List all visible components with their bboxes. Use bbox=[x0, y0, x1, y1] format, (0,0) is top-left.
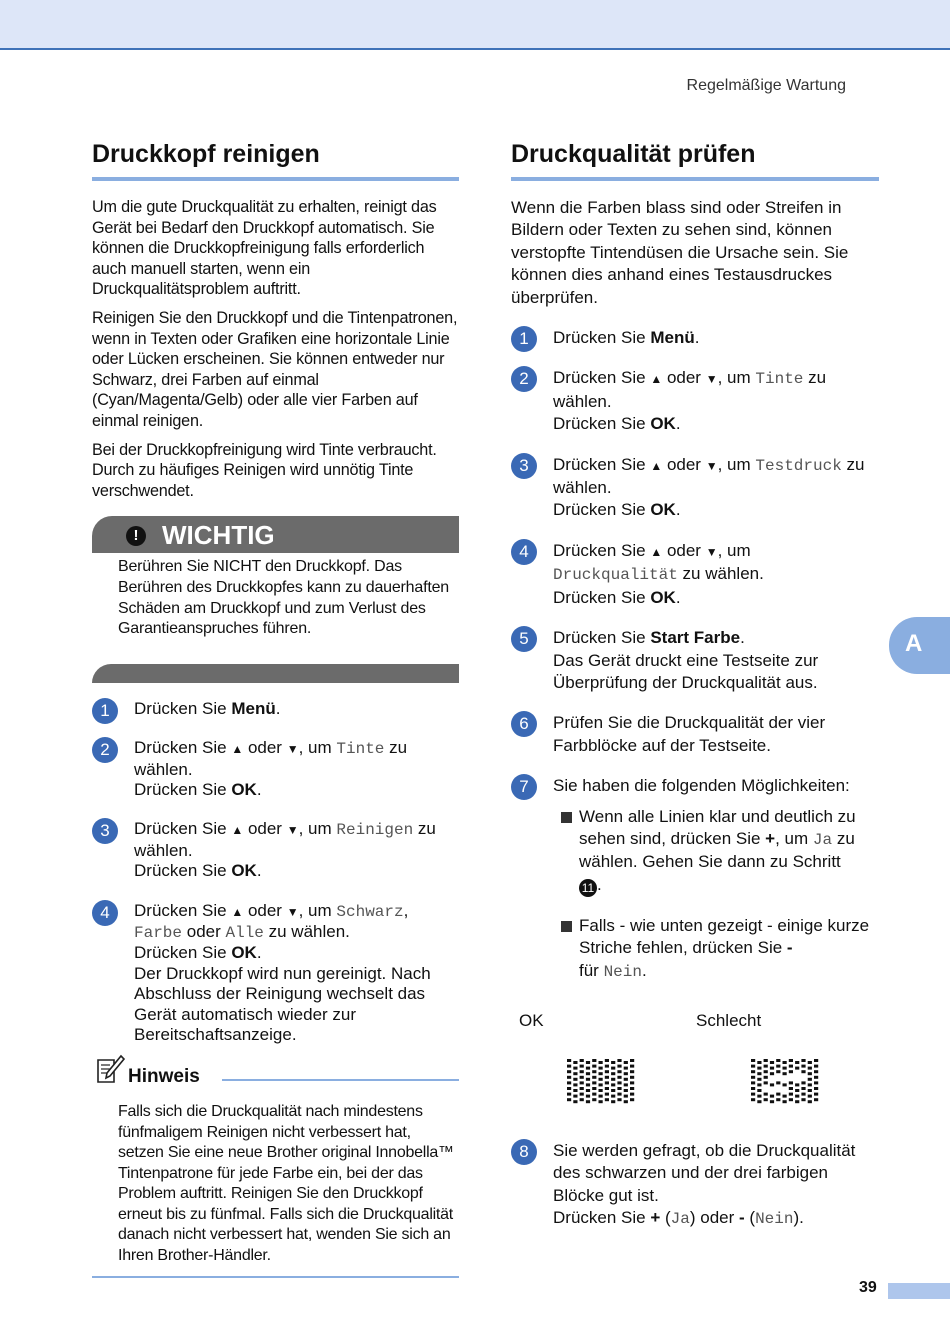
arrow-up-icon: ▲ bbox=[650, 458, 663, 473]
pattern-dash bbox=[770, 1083, 774, 1086]
important-text: Berühren Sie NICHT den Druckkopf. Das Berühren des Druckkopfes kann zu dauerhaften Schäden am Druckkopf und zum Verlust des Garantieanspruches führen. bbox=[118, 558, 449, 638]
step: 3 Drücken Sie ▲ oder ▼, um Reinigen zu wählen. Drücken Sie OK. bbox=[92, 819, 459, 881]
arrow-down-icon: ▼ bbox=[286, 904, 299, 919]
pattern-dash bbox=[783, 1100, 787, 1103]
pattern-dash bbox=[605, 1076, 609, 1079]
pattern-dash bbox=[801, 1070, 805, 1073]
options-list bbox=[553, 806, 879, 983]
lcd-text: Testdruck bbox=[755, 456, 842, 475]
pattern-dash bbox=[751, 1070, 755, 1073]
important-header bbox=[92, 516, 459, 553]
lcd-text: Alle bbox=[225, 923, 264, 942]
pattern-dash bbox=[808, 1089, 812, 1092]
pattern-dash bbox=[592, 1098, 596, 1101]
pattern-dash bbox=[605, 1070, 609, 1073]
pattern-dash bbox=[592, 1087, 596, 1090]
note-rule bbox=[222, 1079, 459, 1081]
pattern-dash bbox=[599, 1078, 603, 1081]
running-header: Regelmäßige Wartung bbox=[686, 77, 846, 94]
pattern-dash bbox=[814, 1065, 818, 1068]
pattern-dash bbox=[757, 1078, 761, 1081]
pattern-dash bbox=[592, 1065, 596, 1068]
step: 2 Drücken Sie ▲ oder ▼, um Tinte zu wählen. Drücken Sie OK. bbox=[511, 367, 879, 435]
step: 1 Drücken Sie Menü. bbox=[92, 699, 459, 719]
step: 2 Drücken Sie ▲ oder ▼, um Tinte zu wählen. Drücken Sie OK. bbox=[92, 738, 459, 800]
pattern-dash bbox=[789, 1087, 793, 1090]
pattern-dash bbox=[770, 1067, 774, 1070]
pattern-dash bbox=[751, 1065, 755, 1068]
pattern-dash bbox=[605, 1059, 609, 1062]
step-number: 6 bbox=[511, 711, 537, 737]
pattern-dash bbox=[580, 1087, 584, 1090]
pattern-dash bbox=[808, 1083, 812, 1086]
pattern-dash bbox=[611, 1100, 615, 1103]
pattern-dash bbox=[801, 1065, 805, 1068]
pattern-dash bbox=[630, 1098, 634, 1101]
key-label: - bbox=[739, 1208, 745, 1228]
arrow-up-icon: ▲ bbox=[231, 904, 244, 919]
pattern-dash bbox=[586, 1100, 590, 1103]
warning-icon: ! bbox=[126, 526, 146, 546]
pattern-dash bbox=[630, 1070, 634, 1073]
pattern-dash bbox=[617, 1087, 621, 1090]
pattern-dash bbox=[757, 1067, 761, 1070]
pattern-dash bbox=[757, 1100, 761, 1103]
step: 4 Drücken Sie ▲ oder ▼, um Schwarz, Farbe oder Alle zu wählen. Drücken Sie OK. Der Druckkopf wird nun gereinigt. Nach Abschluss der Reinigung wechselt das Gerät automatisch wieder zur Bereitschaftsanzeige. bbox=[92, 901, 459, 1046]
pattern-dash bbox=[605, 1087, 609, 1090]
pattern-dash bbox=[751, 1076, 755, 1079]
bad-pattern-image bbox=[749, 1057, 821, 1105]
lcd-text: Ja bbox=[812, 830, 833, 849]
key-label: + bbox=[650, 1208, 661, 1228]
pattern-dash bbox=[808, 1067, 812, 1070]
pattern-dash bbox=[586, 1083, 590, 1086]
pattern-dash bbox=[757, 1095, 761, 1098]
note-pencil-icon bbox=[94, 1054, 126, 1086]
lcd-text: Tinte bbox=[755, 370, 804, 389]
pattern-dash bbox=[580, 1065, 584, 1068]
pattern-dash bbox=[783, 1072, 787, 1075]
step-number: 8 bbox=[511, 1139, 537, 1165]
pattern-dash bbox=[801, 1059, 805, 1062]
pattern-dash bbox=[611, 1072, 615, 1075]
pattern-dash bbox=[599, 1089, 603, 1092]
pattern-dash bbox=[751, 1093, 755, 1096]
lcd-text: Nein bbox=[603, 962, 642, 981]
arrow-down-icon: ▼ bbox=[705, 372, 718, 387]
pattern-dash bbox=[592, 1081, 596, 1084]
pattern-dash bbox=[586, 1089, 590, 1092]
arrow-down-icon: ▼ bbox=[286, 823, 299, 838]
pattern-dash bbox=[586, 1072, 590, 1075]
pattern-dash bbox=[764, 1093, 768, 1096]
arrow-down-icon: ▼ bbox=[286, 742, 299, 757]
step-number: 4 bbox=[511, 539, 537, 565]
step-number: 3 bbox=[92, 818, 118, 844]
step: 3 Drücken Sie ▲ oder ▼, um Testdruck zu wählen. Drücken Sie OK. bbox=[511, 454, 879, 522]
pattern-dash bbox=[776, 1065, 780, 1068]
pattern-dash bbox=[567, 1093, 571, 1096]
pattern-dash bbox=[795, 1083, 799, 1086]
pattern-dash bbox=[757, 1083, 761, 1086]
pattern-dash bbox=[764, 1070, 768, 1073]
pattern-dash bbox=[776, 1070, 780, 1073]
important-box bbox=[92, 516, 459, 682]
pattern-dash bbox=[751, 1098, 755, 1101]
pattern-dash bbox=[814, 1070, 818, 1073]
pattern-dash bbox=[789, 1059, 793, 1062]
pattern-dash bbox=[599, 1083, 603, 1086]
lcd-text: Druckqualität bbox=[553, 566, 678, 585]
pattern-dash bbox=[764, 1065, 768, 1068]
pattern-dash bbox=[770, 1061, 774, 1064]
pattern-dash bbox=[814, 1093, 818, 1096]
pattern-dash bbox=[605, 1093, 609, 1096]
pattern-dash bbox=[617, 1098, 621, 1101]
pattern-dash bbox=[592, 1076, 596, 1079]
pattern-dash bbox=[617, 1070, 621, 1073]
key-label: OK bbox=[231, 779, 257, 799]
step-detail: Der Druckkopf wird nun gereinigt. Nach Abschluss der Reinigung wechselt das Gerät automatisch wieder zur Bereitschaftsanzeige. bbox=[134, 963, 431, 1044]
pattern-dash bbox=[764, 1076, 768, 1079]
step-reference: 11 bbox=[579, 879, 597, 897]
note-box bbox=[92, 1060, 459, 1278]
option-item: Falls - wie unten gezeigt - einige kurze Striche fehlen, drücken Sie - für Nein. bbox=[553, 915, 879, 983]
pattern-dash bbox=[617, 1081, 621, 1084]
key-label: OK bbox=[650, 587, 676, 607]
note-bottom-rule bbox=[92, 1276, 459, 1278]
pattern-dash bbox=[617, 1076, 621, 1079]
page-number-bar bbox=[888, 1283, 950, 1299]
pattern-dash bbox=[580, 1076, 584, 1079]
paragraph: Bei der Druckkopfreinigung wird Tinte verbraucht. Durch zu häufiges Reinigen wird unnötig Tinte verschwendet. bbox=[92, 440, 437, 500]
pattern-dash bbox=[764, 1059, 768, 1062]
pattern-dash bbox=[586, 1061, 590, 1064]
pattern-dash bbox=[573, 1078, 577, 1081]
pattern-dash bbox=[573, 1083, 577, 1086]
step-detail: Das Gerät druckt eine Testseite zur Überprüfung der Druckqualität aus. bbox=[553, 650, 819, 692]
pattern-dash bbox=[567, 1087, 571, 1090]
step-number: 1 bbox=[511, 326, 537, 352]
step: 8 Sie werden gefragt, ob die Druckqualität des schwarzen und der drei farbigen Blöcke gut ist. Drücken Sie + (Ja) oder - (Nein). bbox=[511, 1140, 879, 1231]
pattern-dash bbox=[776, 1081, 780, 1084]
pattern-dash bbox=[599, 1095, 603, 1098]
pattern-dash bbox=[605, 1065, 609, 1068]
arrow-down-icon: ▼ bbox=[705, 544, 718, 559]
paragraph: Reinigen Sie den Druckkopf und die Tintenpatronen, wenn in Texten oder Grafiken eine horizontale Linie oder Lücken erscheinen. Sie können entweder nur Schwarz, drei Farben auf einmal (Cyan/Magenta/Gelb) oder alle vier Farben auf einmal reinigen. bbox=[92, 308, 458, 430]
pattern-dash bbox=[624, 1095, 628, 1098]
pattern-dash bbox=[611, 1067, 615, 1070]
note-text: Falls sich die Druckqualität nach mindestens fünfmaligem Reinigen nicht verbessert hat, setzen Sie eine neue Brother original Innobella™ Tintenpatrone für jede Farbe ein, bei der das Problem auftritt. Reinigen Sie den Druckkopf erneut bis zu fünfmal. Falls sich die Druckqualität danach nicht verbessert hat, wenden Sie sich an Ihren Brother-Händler. bbox=[118, 1103, 454, 1264]
key-label: OK bbox=[231, 943, 257, 963]
pattern-dash bbox=[624, 1100, 628, 1103]
pattern-dash bbox=[630, 1059, 634, 1062]
pattern-dash bbox=[624, 1089, 628, 1092]
pattern-dash bbox=[580, 1070, 584, 1073]
pattern-dash bbox=[624, 1061, 628, 1064]
pattern-dash bbox=[605, 1098, 609, 1101]
pattern-dash bbox=[611, 1078, 615, 1081]
step: 6 Prüfen Sie die Druckqualität der vier Farbblöcke auf der Testseite. bbox=[511, 712, 879, 757]
pattern-dash bbox=[617, 1065, 621, 1068]
pattern-dash bbox=[789, 1093, 793, 1096]
quality-steps bbox=[511, 327, 879, 983]
pattern-dash bbox=[808, 1095, 812, 1098]
pattern-dash bbox=[757, 1089, 761, 1092]
step-number: 1 bbox=[92, 698, 118, 724]
pattern-dash bbox=[764, 1081, 768, 1084]
pattern-dash bbox=[789, 1098, 793, 1101]
lcd-text: Tinte bbox=[336, 740, 385, 759]
key-label: OK bbox=[231, 861, 257, 881]
key-label: + bbox=[765, 828, 776, 848]
pattern-dash bbox=[764, 1098, 768, 1101]
pattern-dash bbox=[599, 1100, 603, 1103]
pattern-dash bbox=[567, 1070, 571, 1073]
section-title-druckqualitaet: Druckqualität prüfen bbox=[511, 140, 879, 181]
cleaning-steps bbox=[92, 699, 459, 1046]
step: 1 Drücken Sie Menü. bbox=[511, 327, 879, 349]
pattern-dash bbox=[814, 1081, 818, 1084]
pattern-dash bbox=[814, 1098, 818, 1101]
pattern-dash bbox=[783, 1083, 787, 1086]
pattern-dash bbox=[776, 1093, 780, 1096]
paragraph: Um die gute Druckqualität zu erhalten, reinigt das Gerät bei Bedarf den Druckkopf automatisch. Sie können die Druckkopfreinigung falls erforderlich auch manuell starten, wenn ein Druckqualitätsproblem auftritt. bbox=[92, 198, 437, 299]
pattern-dash bbox=[567, 1076, 571, 1079]
pattern-dash bbox=[630, 1087, 634, 1090]
step: 5 Drücken Sie Start Farbe. Das Gerät druckt eine Testseite zur Überprüfung der Druckqualität aus. bbox=[511, 627, 879, 694]
pattern-dash bbox=[573, 1072, 577, 1075]
lcd-text: Schwarz bbox=[336, 902, 404, 921]
pattern-dash bbox=[617, 1093, 621, 1096]
sample-label-bad: Schlecht bbox=[696, 1010, 762, 1030]
pattern-dash bbox=[592, 1070, 596, 1073]
pattern-dash bbox=[573, 1089, 577, 1092]
pattern-dash bbox=[770, 1095, 774, 1098]
pattern-dash bbox=[770, 1072, 774, 1075]
pattern-dash bbox=[580, 1093, 584, 1096]
lcd-text: Reinigen bbox=[336, 821, 414, 840]
note-title: Hinweis bbox=[128, 1066, 200, 1088]
key-label: OK bbox=[650, 414, 676, 434]
pattern-dash bbox=[801, 1087, 805, 1090]
step-number: 2 bbox=[511, 366, 537, 392]
pattern-dash bbox=[617, 1059, 621, 1062]
pattern-dash bbox=[783, 1067, 787, 1070]
page-number: 39 bbox=[859, 1279, 877, 1296]
pattern-dash bbox=[814, 1087, 818, 1090]
pattern-dash bbox=[808, 1061, 812, 1064]
lcd-text: Nein bbox=[755, 1210, 794, 1229]
pattern-dash bbox=[789, 1081, 793, 1084]
step-number: 5 bbox=[511, 626, 537, 652]
arrow-up-icon: ▲ bbox=[650, 544, 663, 559]
pattern-dash bbox=[599, 1067, 603, 1070]
pattern-dash bbox=[801, 1093, 805, 1096]
pattern-dash bbox=[801, 1081, 805, 1084]
pattern-dash bbox=[757, 1061, 761, 1064]
key-label: - bbox=[786, 938, 793, 958]
pattern-dash bbox=[751, 1081, 755, 1084]
left-column bbox=[92, 140, 459, 1278]
pattern-dash bbox=[751, 1087, 755, 1090]
pattern-dash bbox=[814, 1076, 818, 1079]
arrow-up-icon: ▲ bbox=[231, 823, 244, 838]
key-label: OK bbox=[650, 500, 676, 520]
pattern-dash bbox=[795, 1067, 799, 1070]
pattern-dash bbox=[573, 1095, 577, 1098]
arrow-up-icon: ▲ bbox=[650, 372, 663, 387]
pattern-dash bbox=[567, 1098, 571, 1101]
right-column bbox=[511, 140, 879, 1249]
pattern-dash bbox=[567, 1065, 571, 1068]
step: 7 Sie haben die folgenden Möglichkeiten: Wenn alle Linien klar und deutlich zu sehen sind, drücken Sie +, um Ja zu wählen. Gehen Sie dann zu Schritt 11 . Falls - wie unten gezeigt - einige kurze Striche fehlen, drücken Sie - für Nein. bbox=[511, 775, 879, 983]
arrow-down-icon: ▼ bbox=[705, 458, 718, 473]
pattern-dash bbox=[783, 1061, 787, 1064]
pattern-dash bbox=[580, 1059, 584, 1062]
pattern-dash bbox=[586, 1095, 590, 1098]
key-label: Menü bbox=[650, 328, 695, 348]
important-footer bbox=[92, 664, 459, 683]
sample-label-ok: OK bbox=[519, 1010, 544, 1030]
pattern-dash bbox=[795, 1061, 799, 1064]
pattern-dash bbox=[630, 1081, 634, 1084]
pattern-dash bbox=[592, 1059, 596, 1062]
pattern-dash bbox=[599, 1072, 603, 1075]
paragraph: Wenn die Farben blass sind oder Streifen in Bildern oder Texten zu sehen sind, können verstopfte Tintendüsen die Ursache sein. Sie können dies anhand eines Testausdruckes überprüfen. bbox=[511, 198, 849, 307]
pattern-dash bbox=[605, 1081, 609, 1084]
pattern-dash bbox=[611, 1089, 615, 1092]
pattern-dash bbox=[611, 1095, 615, 1098]
pattern-dash bbox=[814, 1059, 818, 1062]
pattern-dash bbox=[580, 1098, 584, 1101]
important-title: WICHTIG bbox=[162, 520, 275, 551]
option-item: Wenn alle Linien klar und deutlich zu sehen sind, drücken Sie +, um Ja zu wählen. Gehen Sie dann zu Schritt 11 . bbox=[553, 806, 879, 897]
pattern-dash bbox=[630, 1093, 634, 1096]
bullet-square-icon bbox=[561, 812, 572, 823]
pattern-dash bbox=[770, 1100, 774, 1103]
key-label: Start Farbe bbox=[650, 628, 741, 648]
pattern-dash bbox=[592, 1093, 596, 1096]
pattern-dash bbox=[776, 1059, 780, 1062]
pattern-dash bbox=[580, 1081, 584, 1084]
step-number: 4 bbox=[92, 900, 118, 926]
step-number: 7 bbox=[511, 774, 537, 800]
pattern-dash bbox=[795, 1095, 799, 1098]
pattern-dash bbox=[751, 1059, 755, 1062]
pattern-dash bbox=[789, 1065, 793, 1068]
bullet-square-icon bbox=[561, 921, 572, 932]
lcd-text: Farbe bbox=[134, 923, 183, 942]
pattern-dash bbox=[586, 1078, 590, 1081]
pattern-dash bbox=[783, 1095, 787, 1098]
section-tab: A bbox=[889, 617, 950, 674]
ok-pattern-image bbox=[565, 1057, 637, 1105]
pattern-dash bbox=[776, 1098, 780, 1101]
section-title-druckkopf: Druckkopf reinigen bbox=[92, 140, 459, 181]
quality-steps-final bbox=[511, 1140, 879, 1231]
pattern-dash bbox=[808, 1072, 812, 1075]
lcd-text: Ja bbox=[670, 1210, 690, 1229]
pattern-dash bbox=[789, 1070, 793, 1073]
pattern-dash bbox=[630, 1065, 634, 1068]
pattern-dash bbox=[795, 1100, 799, 1103]
pattern-dash bbox=[630, 1076, 634, 1079]
pattern-dash bbox=[624, 1078, 628, 1081]
test-print-samples bbox=[511, 1001, 879, 1116]
pattern-dash bbox=[808, 1078, 812, 1081]
pattern-dash bbox=[573, 1067, 577, 1070]
step: 4 Drücken Sie ▲ oder ▼, um Druckqualität zu wählen. Drücken Sie OK. bbox=[511, 540, 879, 609]
step-number: 2 bbox=[92, 737, 118, 763]
step-number: 3 bbox=[511, 453, 537, 479]
pattern-dash bbox=[757, 1072, 761, 1075]
pattern-dash bbox=[567, 1059, 571, 1062]
pattern-dash bbox=[624, 1072, 628, 1075]
pattern-dash bbox=[801, 1098, 805, 1101]
header-band bbox=[0, 0, 950, 50]
pattern-dash bbox=[624, 1083, 628, 1086]
pattern-dash bbox=[573, 1061, 577, 1064]
arrow-up-icon: ▲ bbox=[231, 742, 244, 757]
pattern-dash bbox=[599, 1061, 603, 1064]
pattern-dash bbox=[624, 1067, 628, 1070]
pattern-dash bbox=[808, 1100, 812, 1103]
pattern-dash bbox=[567, 1081, 571, 1084]
pattern-dash bbox=[795, 1089, 799, 1092]
pattern-dash bbox=[586, 1067, 590, 1070]
pattern-dash bbox=[611, 1061, 615, 1064]
pattern-dash bbox=[573, 1100, 577, 1103]
pattern-dash bbox=[611, 1083, 615, 1086]
key-label: Menü bbox=[231, 698, 276, 718]
